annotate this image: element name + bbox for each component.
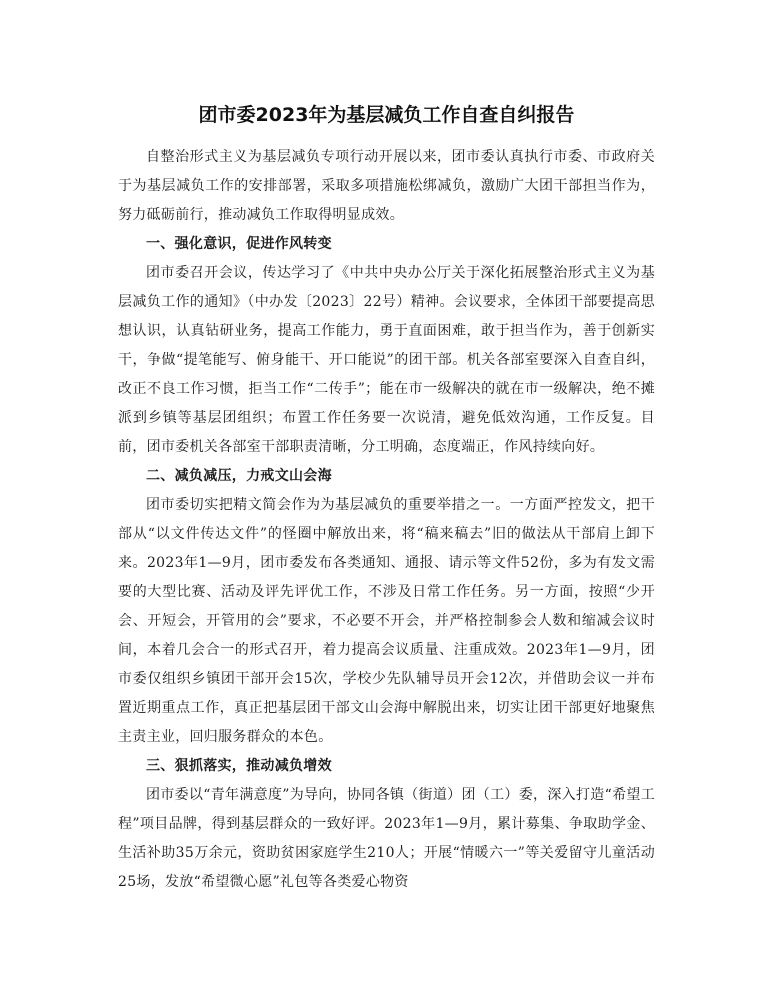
intro-paragraph: 自整治形式主义为基层减负专项行动开展以来，团市委认真执行市委、市政府关于为基层减负工作的安排部署，采取多项措施松绑减负，激励广大团干部担当作为，努力砥砺前行，推动减负工作取得明显成效。 — [118, 149, 655, 223]
report-page — [118, 98, 655, 897]
section-3-body: 团市委以“青年满意度”为导向，协同各镇（街道）团（工）委，深入打造“希望工程”项目品牌，得到基层群众的一致好评。2023年1—9月，累计募集、争取助学金、生活补助35万余元，资助贫困家庭学生210人；开展“情暖六一”等关爱留守儿童活动25场，发放“希望微心愿”礼包等各类爱心物资 — [118, 787, 655, 890]
section-3-heading: 三、狠抓落实，推动减负增效 — [146, 758, 332, 774]
section-2-heading: 二、减负减压，力戒文山会海 — [146, 468, 332, 484]
report-title: 团市委2023年为基层减负工作自查自纠报告 — [198, 104, 575, 126]
section-2-body: 团市委切实把精文简会作为为基层减负的重要举措之一。一方面严控发文，把干部从“以文件传达文件”的怪圈中解放出来，将“稿来稿去”旧的做法从干部肩上卸下来。2023年1—9月，团市委发布各类通知、通报、请示等文件52份，多为有发文需要的大型比赛、活动及评先评优工作，不涉及日常工作任务。另一方面，按照“少开会、开短会，开管用的会”要求，不必要不开会，并严格控制参会人数和缩减会议时间，本着几会合一的形式召开，着力提高会议质量、注重成效。2023年1—9月，团市委仅组织乡镇团干部开会15次，学校少先队辅导员开会12次，并借助会议一并布置近期重点工作，真正把基层团干部文山会海中解脱出来，切实让团干部更好地聚焦主责主业，回归服务群众的本色。 — [118, 497, 655, 745]
section-1-heading: 一、强化意识，促进作风转变 — [146, 236, 332, 252]
section-1-body: 团市委召开会议，传达学习了《中共中央办公厅关于深化拓展整治形式主义为基层减负工作的通知》（中办发〔2023〕22号）精神。会议要求，全体团干部要提高思想认识，认真钻研业务，提高工作能力，勇于直面困难，敢于担当作为，善于创新实干，争做“提笔能写、俯身能干、开口能说”的团干部。机关各部室要深入自查自纠，改正不良工作习惯，拒当工作“二传手”；能在市一级解决的就在市一级解决，绝不摊派到乡镇等基层团组织；布置工作任务要一次说清，避免低效沟通，工作反复。目前，团市委机关各部室干部职责清晰，分工明确，态度端正，作风持续向好。 — [118, 265, 655, 455]
